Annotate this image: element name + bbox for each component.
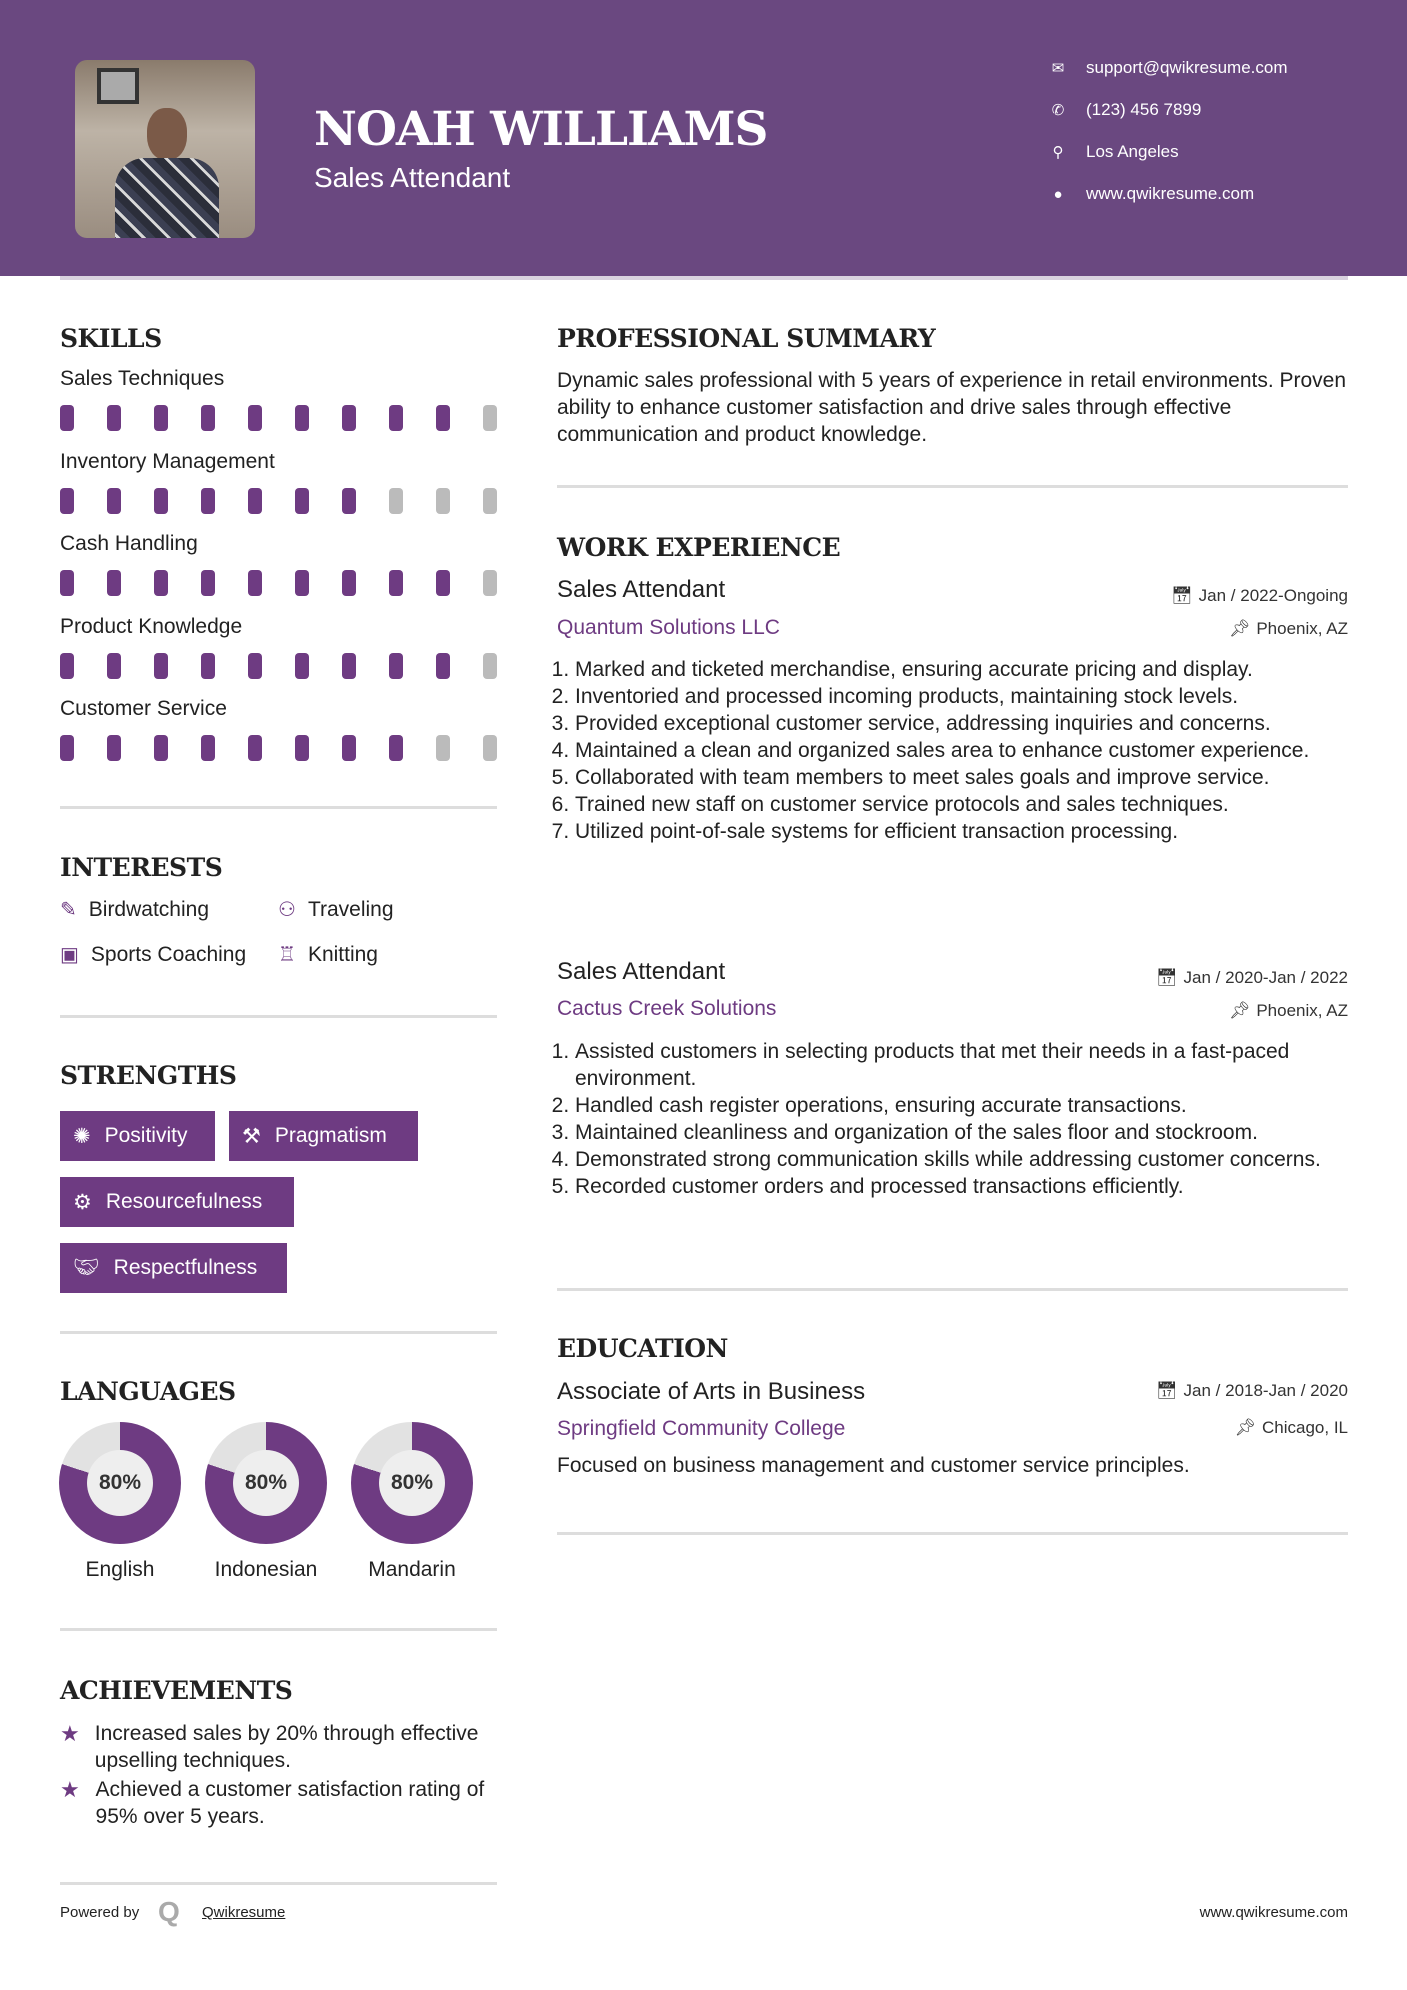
company-name: Cactus Creek Solutions bbox=[557, 997, 777, 1020]
skill-label: Sales Techniques bbox=[60, 367, 225, 390]
interests-title: INTERESTS bbox=[60, 853, 223, 882]
rating-dot-filled bbox=[342, 488, 356, 514]
job-bullet: 7. Utilized point-of-sale systems for efficient transaction processing. bbox=[575, 818, 1357, 845]
calendar-icon: 📅︎ bbox=[1171, 586, 1193, 605]
skill-label: Product Knowledge bbox=[60, 614, 243, 638]
job-bullet: 3. Maintained cleanliness and organization of the sales floor and stockroom. bbox=[575, 1119, 1357, 1146]
map-pin-icon: ⚲ bbox=[1052, 144, 1064, 161]
rating-dot-empty bbox=[483, 405, 497, 431]
star-icon: ★ bbox=[60, 1777, 80, 1802]
rating-dot-filled bbox=[60, 570, 74, 596]
degree: Associate of Arts in Business bbox=[557, 1378, 866, 1405]
interest-item bbox=[278, 942, 378, 967]
rating-dot-filled bbox=[154, 735, 168, 761]
rating-dot-filled bbox=[436, 653, 450, 679]
rating-dot-filled bbox=[154, 653, 168, 679]
binoculars-icon: ⚇ bbox=[278, 899, 296, 921]
rating-dot-empty bbox=[436, 735, 450, 761]
contact-website[interactable] bbox=[1050, 184, 1254, 204]
strength-label: Resourcefulness bbox=[105, 1190, 263, 1213]
language-label: Mandarin bbox=[368, 1558, 456, 1581]
summary-title: PROFESSIONAL SUMMARY bbox=[557, 324, 936, 353]
interest-label: Sports Coaching bbox=[90, 942, 247, 966]
skill-label: Cash Handling bbox=[60, 532, 198, 555]
experience-title: WORK EXPERIENCE bbox=[557, 533, 841, 562]
rating-dot-filled bbox=[107, 405, 121, 431]
rating-dot-filled bbox=[154, 405, 168, 431]
globe-icon: ● bbox=[1053, 185, 1063, 203]
rating-dot-filled bbox=[107, 735, 121, 761]
contact-email[interactable] bbox=[1050, 58, 1288, 78]
strength-badge bbox=[60, 1177, 294, 1227]
pushpin-icon: 📌︎ bbox=[1234, 1418, 1256, 1437]
contact-text: (123) 456 7899 bbox=[1086, 100, 1202, 119]
footer-website[interactable]: www.qwikresume.com bbox=[1199, 1904, 1348, 1921]
education-title: EDUCATION bbox=[557, 1334, 728, 1363]
job-bullet: 5. Recorded customer orders and processed transactions efficiently. bbox=[575, 1173, 1357, 1200]
language-progress-ring bbox=[351, 1422, 473, 1544]
divider bbox=[60, 1331, 497, 1334]
rating-dot-filled bbox=[248, 488, 262, 514]
strength-badge bbox=[229, 1111, 418, 1161]
language-progress-ring bbox=[59, 1422, 181, 1544]
gavel-icon: ⚒ bbox=[242, 1124, 261, 1148]
dates-text: Jan / 2020-Jan / 2022 bbox=[1183, 968, 1348, 987]
rating-dot-filled bbox=[389, 735, 403, 761]
rating-dot-filled bbox=[201, 653, 215, 679]
rating-dot-filled bbox=[60, 488, 74, 514]
rating-dot-filled bbox=[436, 570, 450, 596]
contact-phone[interactable] bbox=[1050, 100, 1201, 120]
star-icon: ★ bbox=[60, 1721, 80, 1746]
interest-label: Traveling bbox=[307, 897, 394, 921]
rating-dot-filled bbox=[60, 735, 74, 761]
location-text: Phoenix, AZ bbox=[1256, 1001, 1348, 1020]
language-progress-ring bbox=[205, 1422, 327, 1544]
powered-by: Powered by bbox=[60, 1904, 140, 1921]
job-dates bbox=[1156, 968, 1348, 988]
handshake-icon: 🤝︎ bbox=[73, 1256, 100, 1279]
rating-dot-filled bbox=[436, 405, 450, 431]
education-location bbox=[1234, 1418, 1348, 1438]
rating-dot-filled bbox=[107, 488, 121, 514]
divider bbox=[557, 1288, 1348, 1291]
skill-label: Customer Service bbox=[60, 697, 227, 720]
rating-dot-filled bbox=[389, 653, 403, 679]
gears-icon: ⚙ bbox=[73, 1190, 92, 1214]
interest-item bbox=[60, 897, 209, 922]
rating-dot-filled bbox=[295, 488, 309, 514]
rating-dot-filled bbox=[248, 405, 262, 431]
strength-badge bbox=[60, 1243, 287, 1293]
rating-dot-filled bbox=[107, 570, 121, 596]
school-name: Springfield Community College bbox=[557, 1417, 846, 1440]
company-name: Quantum Solutions LLC bbox=[557, 616, 780, 639]
job-title: Sales Attendant bbox=[557, 958, 726, 985]
candidate-title: Sales Attendant bbox=[314, 162, 511, 193]
rating-dot-filled bbox=[295, 570, 309, 596]
divider bbox=[60, 1882, 497, 1885]
strength-label: Respectfulness bbox=[113, 1256, 258, 1279]
contact-text: Los Angeles bbox=[1086, 142, 1179, 161]
job-location bbox=[1229, 1001, 1348, 1021]
interest-label: Knitting bbox=[307, 942, 378, 966]
languages-title: LANGUAGES bbox=[60, 1377, 236, 1406]
rating-dot-filled bbox=[295, 735, 309, 761]
rating-dot-filled bbox=[201, 405, 215, 431]
rating-dot-filled bbox=[295, 405, 309, 431]
rating-dot-filled bbox=[107, 653, 121, 679]
rating-dot-filled bbox=[248, 570, 262, 596]
calendar-icon: 📅︎ bbox=[1155, 1381, 1178, 1400]
rating-dot-filled bbox=[201, 488, 215, 514]
rating-dot-filled bbox=[295, 653, 309, 679]
contact-text: www.qwikresume.com bbox=[1086, 184, 1255, 203]
job-bullets bbox=[557, 1038, 1357, 1200]
rating-dot-filled bbox=[248, 735, 262, 761]
rating-dot-empty bbox=[389, 488, 403, 514]
rating-dot-filled bbox=[60, 405, 74, 431]
trophy-icon: ♖ bbox=[278, 944, 296, 966]
rating-dot-filled bbox=[342, 653, 356, 679]
rating-dot-empty bbox=[483, 570, 497, 596]
pushpin-icon: 📌︎ bbox=[1228, 1001, 1251, 1020]
education-dates bbox=[1156, 1381, 1348, 1401]
achievement-text: Increased sales by 20% through effective upselling techniques. bbox=[94, 1722, 479, 1772]
skill-rating bbox=[60, 405, 497, 431]
skill-label: Inventory Management bbox=[60, 449, 275, 473]
language-label: English bbox=[85, 1558, 155, 1581]
rating-dot-filled bbox=[389, 405, 403, 431]
rating-dot-filled bbox=[248, 653, 262, 679]
job-bullet: 4. Demonstrated strong communication skills while addressing customer concerns. bbox=[575, 1146, 1357, 1173]
job-bullets bbox=[557, 656, 1357, 845]
language-percent: 80% bbox=[233, 1450, 299, 1516]
job-title: Sales Attendant bbox=[557, 576, 726, 603]
envelope-icon: ✉ bbox=[1051, 60, 1065, 77]
rating-dot-filled bbox=[342, 405, 356, 431]
summary-text: Dynamic sales professional with 5 years of experience in retail environments. Proven ability to enhance customer satisfaction and drive sales through effective communication and product knowledge. bbox=[557, 369, 1347, 446]
contact-text: support@qwikresume.com bbox=[1086, 58, 1288, 77]
strengths-title: STRENGTHS bbox=[60, 1061, 237, 1090]
language-label: Indonesian bbox=[214, 1558, 318, 1581]
job-bullet: 1. Marked and ticketed merchandise, ensuring accurate pricing and display. bbox=[575, 656, 1357, 683]
job-bullet: 2. Handled cash register operations, ensuring accurate transactions. bbox=[575, 1092, 1357, 1119]
qwikresume-link[interactable]: Qwikresume bbox=[202, 1904, 286, 1921]
candidate-name: NOAH WILLIAMS bbox=[314, 102, 768, 157]
skill-rating bbox=[60, 735, 497, 761]
achievement-item bbox=[60, 1720, 500, 1774]
job-bullet: 4. Maintained a clean and organized sales area to enhance customer experience. bbox=[575, 737, 1357, 764]
profile-photo bbox=[75, 60, 255, 238]
interest-item bbox=[60, 942, 246, 967]
strength-label: Pragmatism bbox=[274, 1124, 387, 1147]
achievement-item bbox=[60, 1776, 500, 1830]
skill-rating bbox=[60, 488, 497, 514]
divider bbox=[557, 485, 1348, 488]
rating-dot-filled bbox=[154, 488, 168, 514]
job-dates bbox=[1171, 586, 1348, 606]
rating-dot-filled bbox=[342, 735, 356, 761]
job-bullet: 3. Provided exceptional customer service, addressing inquiries and concerns. bbox=[575, 710, 1357, 737]
interest-item bbox=[278, 897, 394, 922]
skills-title: SKILLS bbox=[60, 324, 162, 353]
skill-rating bbox=[60, 570, 497, 596]
achievement-text: Achieved a customer satisfaction rating of 95% over 5 years. bbox=[95, 1778, 485, 1828]
strength-badge bbox=[60, 1111, 215, 1161]
header bbox=[0, 0, 1407, 276]
briefcase-icon: ▣ bbox=[60, 944, 79, 966]
rating-dot-filled bbox=[201, 570, 215, 596]
rating-dot-filled bbox=[389, 570, 403, 596]
interest-label: Birdwatching bbox=[88, 897, 209, 921]
strength-label: Positivity bbox=[104, 1124, 188, 1147]
contact-location bbox=[1050, 142, 1179, 162]
dates-text: Jan / 2018-Jan / 2020 bbox=[1183, 1381, 1348, 1400]
rating-dot-empty bbox=[483, 488, 497, 514]
header-divider bbox=[60, 276, 1348, 280]
pencil-square-icon: ✎ bbox=[60, 899, 77, 921]
job-bullet: 6. Trained new staff on customer service protocols and sales techniques. bbox=[575, 791, 1357, 818]
job-location bbox=[1229, 619, 1348, 639]
skill-rating bbox=[60, 653, 497, 679]
divider bbox=[60, 1015, 497, 1018]
rating-dot-filled bbox=[60, 653, 74, 679]
location-text: Chicago, IL bbox=[1262, 1418, 1348, 1437]
language-percent: 80% bbox=[379, 1450, 445, 1516]
divider bbox=[557, 1532, 1348, 1535]
education-description: Focused on business management and customer service principles. bbox=[557, 1454, 1190, 1477]
pushpin-icon: 📌︎ bbox=[1228, 619, 1251, 638]
job-bullet: 1. Assisted customers in selecting products that met their needs in a fast-paced environment. bbox=[575, 1038, 1357, 1092]
achievements-title: ACHIEVEMENTS bbox=[60, 1676, 293, 1705]
phone-icon: ✆ bbox=[1051, 102, 1065, 119]
rating-dot-empty bbox=[436, 488, 450, 514]
calendar-icon: 📅︎ bbox=[1155, 968, 1178, 987]
dates-text: Jan / 2022-Ongoing bbox=[1198, 586, 1348, 605]
job-bullet: 2. Inventoried and processed incoming products, maintaining stock levels. bbox=[575, 683, 1357, 710]
rating-dot-filled bbox=[201, 735, 215, 761]
qwikresume-logo-icon: Q bbox=[158, 1896, 180, 1927]
rating-dot-empty bbox=[483, 653, 497, 679]
job-bullet: 5. Collaborated with team members to meet sales goals and improve service. bbox=[575, 764, 1357, 791]
location-text: Phoenix, AZ bbox=[1256, 619, 1348, 638]
divider bbox=[60, 806, 497, 809]
sun-icon: ✺ bbox=[73, 1124, 91, 1148]
rating-dot-filled bbox=[154, 570, 168, 596]
language-percent: 80% bbox=[87, 1450, 153, 1516]
rating-dot-filled bbox=[342, 570, 356, 596]
divider bbox=[60, 1628, 497, 1631]
rating-dot-empty bbox=[483, 735, 497, 761]
